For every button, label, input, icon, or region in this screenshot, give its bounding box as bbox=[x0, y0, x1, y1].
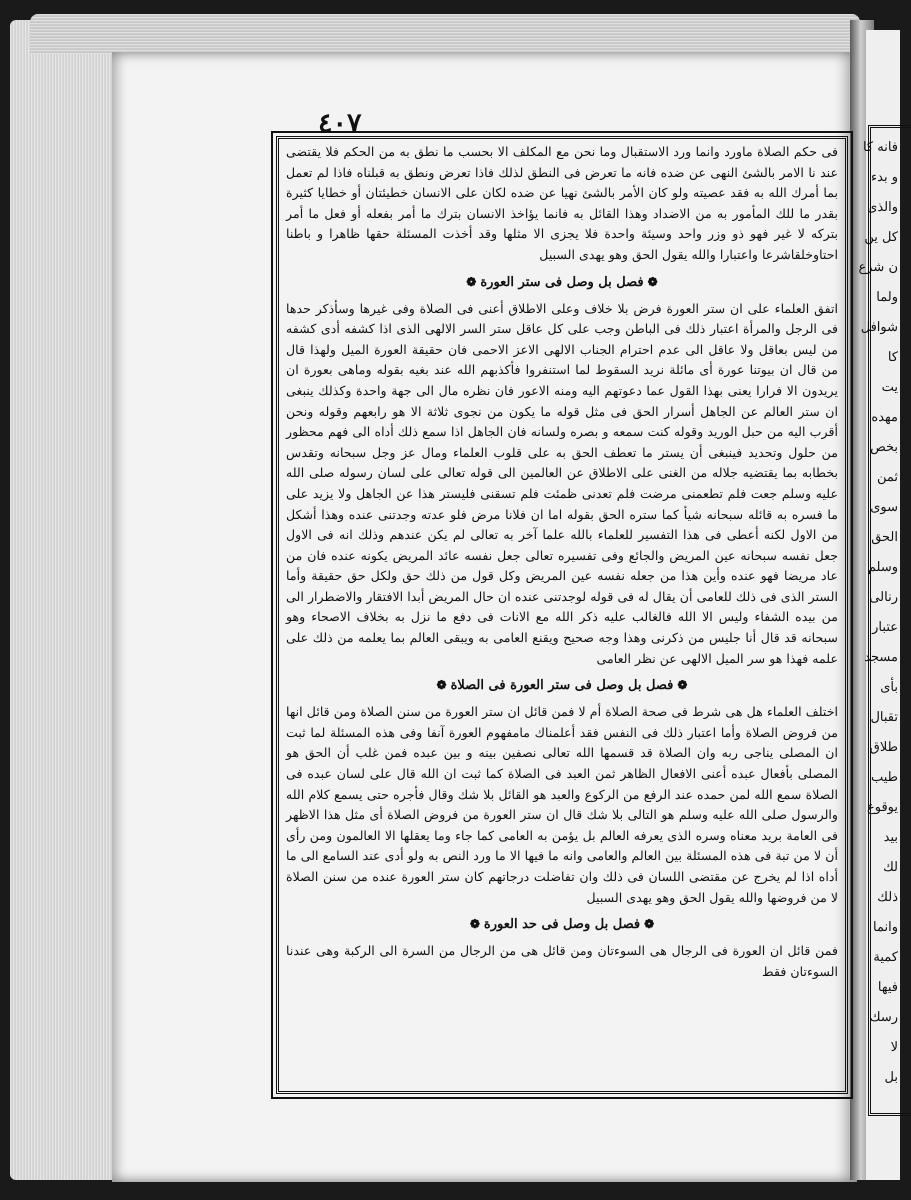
main-text bbox=[282, 142, 842, 1088]
adjacent-page-fragment: وانما bbox=[873, 920, 898, 935]
paragraph-1: فى حكم الصلاة ماورد وانما ورد الاستقبال وما نحن مع المكلف الا بحسب ما نطق به من الحكم فلا يقتضى عند نا الامر بالشئ النهى عن ضده فانه ما تعرض فى النطق لذلك فاذا تعرض ونطق به قبلناه فاذا لم تعمل بما أمرك الله به فقد عصيته ولو كان الأمر بالشئ نهيا عن ضده لكان على الانسان خطيئتان أو خطايا كثيرة بقدر ما للك المأمور به من الاضداد وهذا القائل به فانما يؤاخذ الانسان بترك ما أمر بفعله أو فعل ما أمر بتركه لا غير فهو ذو وزر واحد وسيئة واحدة فلا يجزى الا مثلها وقد أخذت المسئلة حقها ظاهرا و باطنا احتاوخلقاشرعا واعتبارا والله يقول الحق وهو يهدى السبيل bbox=[286, 144, 838, 262]
adjacent-page-fragment: ن شرع bbox=[858, 260, 898, 275]
adjacent-page-fragment: طلاق bbox=[869, 740, 898, 755]
adjacent-page-fragment: عتبار bbox=[872, 620, 898, 635]
section-heading-text: فصل بل وصل فى ستر العورة bbox=[480, 274, 644, 290]
adjacent-page-fragment: كل ين bbox=[864, 230, 898, 245]
book-page-edges bbox=[10, 20, 120, 1180]
adjacent-page-fragment: و بدء bbox=[871, 170, 898, 185]
adjacent-page-fragment: بخص bbox=[870, 440, 898, 455]
adjacent-page-fragment: بل bbox=[884, 1070, 898, 1085]
adjacent-page-fragment: لك bbox=[883, 860, 898, 875]
adjacent-page-fragment: ذلك bbox=[877, 890, 898, 905]
ornament-icon: ❁ bbox=[677, 678, 688, 693]
adjacent-page-fragment: مسجد bbox=[864, 650, 898, 665]
page-number: ٤٠٧ bbox=[318, 108, 362, 139]
section-heading-text: فصل بل وصل فى حد العورة bbox=[483, 917, 641, 933]
ornament-icon: ❁ bbox=[466, 274, 477, 289]
adjacent-page-fragment: كمية bbox=[873, 950, 898, 965]
adjacent-page-fragment: مهده bbox=[871, 410, 898, 425]
ornament-icon: ❁ bbox=[644, 917, 655, 932]
adjacent-page-fragment: يوقوع bbox=[866, 800, 898, 815]
section-heading-1 bbox=[282, 272, 842, 293]
adjacent-page-fragment: رنالى bbox=[869, 590, 898, 605]
book-top-edge bbox=[30, 14, 860, 54]
ornament-icon: ❁ bbox=[436, 678, 447, 693]
adjacent-page-fragment: بيد bbox=[883, 830, 898, 845]
adjacent-page-fragment: رسك bbox=[869, 1010, 898, 1025]
adjacent-page-fragment: لا bbox=[890, 1040, 898, 1055]
section-heading-3 bbox=[282, 914, 842, 935]
adjacent-page-fragment: الحق bbox=[871, 530, 898, 545]
paragraph-2: اتفق العلماء على ان ستر العورة فرض بلا خلاف وعلى الاطلاق أعنى فى الصلاة وفى غيرها وسأذكر حدها فى الرجل والمرأة اعتبار ذلك فى الباطن وجب على كل عاقل ستر السر الالهى الذى اذا كشفه أدى كشفه من ليس بعاقل ولا عاقل الى عدم احترام الجناب الالهى الاعز الاحمى فان حقيقة العورة الميل ولهذا قال من قال ان بيوتنا عورة أى مائلة نريد السقوط لما استنفروا فأكذبهم الله عند بغيه بقوله وماهى بعورة ان يريدون الا فرارا يعنى بهذا القول عما دعوتهم اليه ومنه الاعور فان نظره مال الى جهة واحدة وكذلك ينبغى ان ستر العالم عن الجاهل أسرار الحق فى مثل قوله ما يكون من نجوى ثلاثة الا هو رابعهم وقوله ونحن أقرب اليه من حبل الوريد وقوله كنت سمعه و بصره ولسانه فان الجاهل اذا سمع ذلك أداه الى فهم محظور من حلول وتحديد فينبغى أن يستر ما تعطف الحق به على قلوب العلماء ومال عز وجل سبحانه وتقدس بخطابه بما يقتضيه جلاله من الغنى على الاطلاق عن العالمين الى قوله تعالى على لسان رسوله صلى الله عليه وسلم جعت فلم تطعمنى مرضت فلم تعدنى ظمئت فلم تسقنى فليستر هذا عن الجاهل ولا يزيد على ما فسره به قائله سبحانه شيأ كما ستره الحق بقوله اما ان فلانا مرض فلو عدته وجدتنى عنده وهذا أشكل من الاول لكنه أعطى فى هذا التفسير للعلماء بالله علما آخر به تعالى لم يكن عندهم وذلك انه فى الاول جعل نفسه سبحانه عين المريض والجائع وفى تفسيره تعالى جعل نفسه عائد المريض يكونه عنده فان من عاد مريضا فهو عنده وأين هذا من جعله نفسه عين المريض وكل قول من ذلك حق ولكل حق حقيقة وأما الستر الذى فى ذلك للعامى أن يقال له فى قوله لوجدتنى عنده ان حال المريض أبدا الافتقار والاضطرار الى من بيده الشفاء وليس الا الله فالغالب عليه ذكر الله مع الانات فى دفع ما نزل به بخلاف الاصحاء وهو سبحانه قد قال أنا جليس من ذكرنى وهذا وجه صحيح ويقنع العامى به ويبقى العالم بما يعلمه من ذلك على علمه فهذا هو سر الميل الالهى عن نظر العامى bbox=[286, 300, 838, 666]
ornament-icon: ❁ bbox=[647, 274, 658, 289]
section-heading-2 bbox=[282, 675, 842, 696]
adjacent-page-fragment: ولما bbox=[876, 290, 898, 305]
paragraph-4: فمن قائل ان العورة فى الرجال هى السوءتان ومن قائل هى من الرجال من السرة الى الركبة وهى عندنا السوءتان فقط bbox=[286, 943, 838, 979]
adjacent-page-fragment: يت bbox=[881, 380, 898, 395]
adjacent-page-fragment: تقبال bbox=[870, 710, 898, 725]
adjacent-page-fragment: سوى bbox=[870, 500, 898, 515]
adjacent-page-fragment: وسلم bbox=[867, 560, 898, 575]
paragraph-3: اختلف العلماء هل هى شرط فى صحة الصلاة أم لا فمن قائل ان ستر العورة من سنن الصلاة ومن قائل انها من فروض الصلاة وأما اعتبار ذلك فى النفس فقد أعلمناك مامفهوم العورة آنفا وفى هذه المسئلة لما ثبت ان المصلى يناجى ربه وان الصلاة قد قسمها الله تعالى نصفين بينه و بين عبده فمن غلب أن الحق هو المصلى بأفعال عبده أعنى الافعال الظاهر ثمن العبد فى الصلاة كما ثبت ان الله قال على لسان عبده فى الصلاة سمع الله لمن حمده عند الرفع من الركوع والعبد هو القائل بلا شك وقال فأجره حتى يسمع كلام الله والرسول صلى الله عليه وسلم هو التالى بلا شك قال ان ستر العورة من فروض الصلاة أى مثل هذا الاظهر فى العامة بريد معناه وسره الذى يعرفه العالم بل يؤمن به العامى كما جاء وما يعقلها الا العالمون ومن رأى أن لا من تبة فى هذه المسئلة بين العالم والعامى وانه ما فيها الا ما ورد النص به ولو أدى عند السامع الى ما أداه اذا لم يخرج عن مقتضى اللسان فى ذلك وان تفاضلت درجاتهم كان ستر العورة عنده من سنن الصلاة لا من فروضها والله يقول الحق وهو يهدى السبيل bbox=[286, 704, 838, 905]
adjacent-page bbox=[858, 30, 900, 1180]
adjacent-page-fragment: طيب bbox=[870, 770, 898, 785]
section-heading-text: فصل بل وصل فى ستر العورة فى الصلاة bbox=[450, 678, 674, 694]
adjacent-page-fragment: بأى bbox=[880, 680, 898, 695]
adjacent-page-fragment: والذى bbox=[867, 200, 898, 215]
adjacent-page-fragment: ثمن bbox=[876, 470, 898, 485]
adjacent-page-fragment: فانه كا bbox=[862, 140, 898, 155]
adjacent-page-fragment: فيها bbox=[877, 980, 898, 995]
adjacent-page-fragment: كا bbox=[887, 350, 898, 365]
ornament-icon: ❁ bbox=[469, 917, 480, 932]
adjacent-page-fragment: شوافل bbox=[860, 320, 898, 335]
